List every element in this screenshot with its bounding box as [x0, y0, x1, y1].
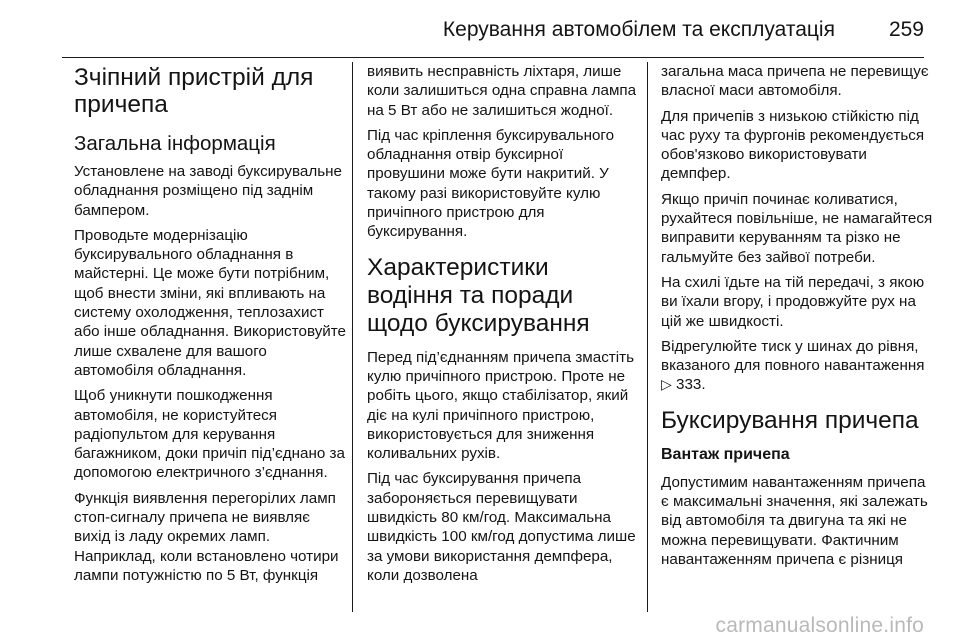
paragraph: виявить несправність ліхтаря, лише коли залишиться одна справна лампа на 5 Вт або не залишиться жодної. [367, 63, 637, 119]
section-heading-driving-tips: Характеристики водіння та поради щодо буксирування [367, 253, 590, 337]
paragraph: Допустимим навантаженням причепа є максимальні значення, які залежать від автомобіля та двигуна та які не можна перевищувати. Фактичним навантаженням причепа є різниця [661, 473, 928, 568]
subsection-heading-trailer-load: Вантаж причепа [661, 445, 790, 463]
page-reference-arrow-icon[interactable]: ▷ [661, 376, 672, 393]
paragraph: Установлене на заводі буксирувальне обладнання розміщено під заднім бампером. [74, 163, 342, 219]
column-divider-2 [647, 62, 648, 612]
paragraph: Для причепів з низькою стійкістю під час руху та фургонів рекомендується обов'язково використовувати демпфер. [661, 107, 925, 183]
column-divider-1 [352, 62, 353, 612]
paragraph: На схилі їдьте на тій передачі, з якою ви їхали вгору, і продовжуйте рух на цій же швидкості. [661, 273, 925, 330]
paragraph: загальна маса причепа не перевищує власної маси автомобіля. [661, 63, 929, 100]
column-3 [661, 62, 933, 575]
page-header [62, 18, 924, 58]
page-reference-link[interactable]: 333. [676, 376, 706, 394]
subsection-heading-general-info: Загальна інформація [74, 132, 276, 155]
paragraph: Щоб уникнути пошкодження автомобіля, не користуйтеся радіопультом для керування багажником, доки причіп під’єднано за допомогою електричного з’єднання. [74, 387, 345, 482]
paragraph: Якщо причіп починає коливатися, рухайтеся повільніше, не намагайтеся виправити керуванням та різко не гальмуйте без зайвої потреби. [661, 190, 933, 266]
column-1 [74, 62, 346, 591]
page-header-title: Керування автомобілем та експлуатація [442, 18, 835, 41]
paragraph-tire-pressure [661, 337, 933, 395]
header-divider [62, 57, 924, 58]
column-2 [367, 62, 639, 591]
watermark: carmanualsonline.info [715, 614, 924, 637]
section-heading-tow-hitch: Зчіпний пристрій для причепа [74, 64, 314, 118]
page-number: 259 [888, 18, 924, 41]
paragraph: Під час кріплення буксирувального обладнання отвір буксирної провушини може бути накритий. У такому разі використовуйте кулю причіпного пристрою для буксирування. [367, 126, 615, 241]
paragraph: Проводьте модернізацію буксирувального обладнання в майстерні. Це може бути потрібним, щоб внести зміни, які впливають на систему охолодження, теплозахист або інше обладнання. Використовуйте лише схвалене для вашого автомобіля обладнання. [74, 226, 347, 379]
paragraph: Під час буксирування причепа забороняється перевищувати швидкість 80 км/год. Максимальна швидкість 100 км/год допустима лише за умови використання демпфера, коли дозволена [367, 470, 636, 584]
paragraph: Функція виявлення перегорілих ламп стоп-сигналу причепа не виявляє вихід із ладу окремих ламп. Наприклад, коли встановлено чотири лампи потужністю по 5 Вт, функція [74, 489, 339, 584]
tire-pressure-text: Відрегулюйте тиск у шинах до рівня, вказаного для повного навантаження [661, 337, 925, 375]
paragraph: Перед під’єднанням причепа змастіть кулю причіпного пристрою. Проте не робіть цього, якщо стабілізатор, який діє на кулі причіпного пристрою, використовується для зниження коливальних рухів. [367, 348, 634, 463]
section-heading-trailer-towing: Буксирування причепа [661, 406, 919, 434]
